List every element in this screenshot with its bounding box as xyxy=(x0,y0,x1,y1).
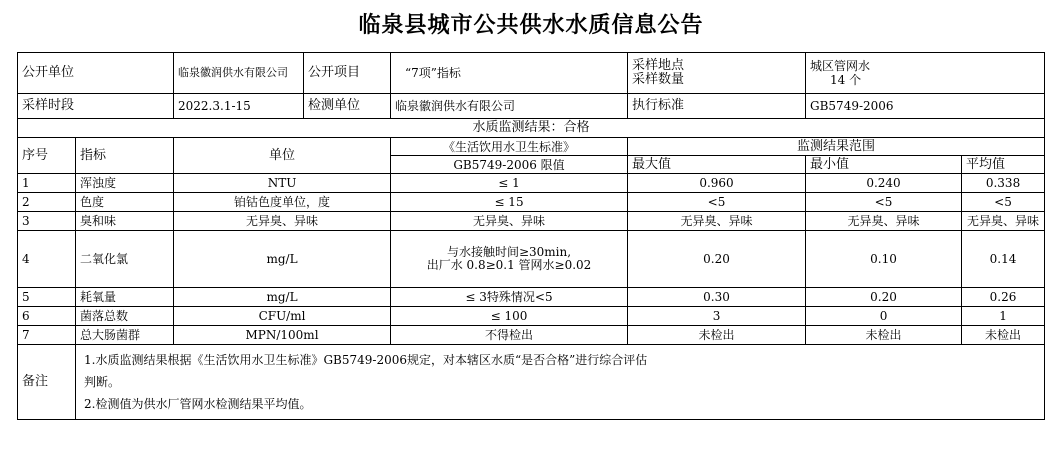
row-min: 未检出 xyxy=(806,326,962,345)
row-min: 0 xyxy=(806,307,962,326)
col-indicator-header: 指标 xyxy=(76,138,174,174)
table-row xyxy=(18,174,1045,193)
col-min-header: 最小值 xyxy=(806,156,962,174)
row-limit xyxy=(391,231,628,288)
row-indicator: 总大肠菌群 xyxy=(76,326,174,345)
row-unit: CFU/ml xyxy=(174,307,391,326)
row-seq: 2 xyxy=(18,193,76,212)
standard-value: GB5749-2006 xyxy=(806,94,1045,119)
row-min: 0.10 xyxy=(806,231,962,288)
row-avg: 1 xyxy=(962,307,1045,326)
row-unit: 无异臭、异味 xyxy=(174,212,391,231)
row-indicator: 菌落总数 xyxy=(76,307,174,326)
note-line-2: 判断。 xyxy=(84,375,121,389)
row-max: 未检出 xyxy=(628,326,806,345)
lab-label: 检测单位 xyxy=(304,94,391,119)
info-row-publisher xyxy=(18,53,1045,94)
water-quality-table xyxy=(17,52,1045,420)
item-value: “7项”指标 xyxy=(391,53,628,94)
quantity-value: 14 个 xyxy=(830,73,862,87)
row-avg: 0.26 xyxy=(962,288,1045,307)
row-limit: ≤ 100 xyxy=(391,307,628,326)
row-indicator: 耗氧量 xyxy=(76,288,174,307)
row-seq: 1 xyxy=(18,174,76,193)
period-label: 采样时段 xyxy=(18,94,174,119)
table-row xyxy=(18,193,1045,212)
row-seq: 5 xyxy=(18,288,76,307)
row-seq: 3 xyxy=(18,212,76,231)
publisher-label: 公开单位 xyxy=(18,53,174,94)
row-unit: mg/L xyxy=(174,288,391,307)
col-range-header: 监测结果范围 xyxy=(628,138,1045,156)
row-max: 0.960 xyxy=(628,174,806,193)
note-line-1: 1.水质监测结果根据《生活饮用水卫生标准》GB5749-2006规定，对本辖区水质“是否合格”进行综合评估 xyxy=(84,353,648,367)
col-avg-header: 平均值 xyxy=(962,156,1045,174)
col-max-header: 最大值 xyxy=(628,156,806,174)
col-limit-header-line1: 《生活饮用水卫生标准》 xyxy=(391,138,628,156)
row-avg: 0.14 xyxy=(962,231,1045,288)
row-limit: ≤ 3特殊情况<5 xyxy=(391,288,628,307)
publisher-value: 临泉徽润供水有限公司 xyxy=(174,53,304,94)
row-limit: ≤ 15 xyxy=(391,193,628,212)
col-limit-header-line2: GB5749-2006 限值 xyxy=(391,156,628,174)
col-unit-header: 单位 xyxy=(174,138,391,174)
location-label: 采样地点 xyxy=(632,58,685,73)
row-limit: 无异臭、异味 xyxy=(391,212,628,231)
row-max: 无异臭、异味 xyxy=(628,212,806,231)
row-avg: <5 xyxy=(962,193,1045,212)
row-indicator: 浑浊度 xyxy=(76,174,174,193)
table-row xyxy=(18,212,1045,231)
quantity-label: 采样数量 xyxy=(632,72,685,87)
header-row-1 xyxy=(18,138,1045,156)
table-row xyxy=(18,307,1045,326)
period-value: 2022.3.1-15 xyxy=(174,94,304,119)
table-row xyxy=(18,231,1045,288)
table-row xyxy=(18,288,1045,307)
row-max: <5 xyxy=(628,193,806,212)
page-title: 临泉县城市公共供水水质信息公告 xyxy=(358,13,704,38)
row-avg: 无异臭、异味 xyxy=(962,212,1045,231)
row-unit: MPN/100ml xyxy=(174,326,391,345)
row-seq: 7 xyxy=(18,326,76,345)
location-value: 城区管网水 xyxy=(810,59,871,73)
table-row xyxy=(18,326,1045,345)
row-unit: NTU xyxy=(174,174,391,193)
location-quantity-labels xyxy=(628,53,806,94)
row-min: 0.20 xyxy=(806,288,962,307)
row-max: 0.20 xyxy=(628,231,806,288)
item-label: 公开项目 xyxy=(304,53,391,94)
row-limit-line2: 出厂水 0.8≥0.1 管网水≥0.02 xyxy=(426,258,592,272)
row-avg: 未检出 xyxy=(962,326,1045,345)
info-row-period xyxy=(18,94,1045,119)
col-seq-header: 序号 xyxy=(18,138,76,174)
result-summary-row xyxy=(18,119,1045,138)
row-max: 0.30 xyxy=(628,288,806,307)
location-quantity-values xyxy=(806,53,1045,94)
lab-value: 临泉徽润供水有限公司 xyxy=(391,94,628,119)
row-unit: 铂钴色度单位，度 xyxy=(174,193,391,212)
row-seq: 6 xyxy=(18,307,76,326)
row-indicator: 臭和味 xyxy=(76,212,174,231)
notes-label: 备注 xyxy=(18,345,76,420)
row-unit: mg/L xyxy=(174,231,391,288)
row-limit: 不得检出 xyxy=(391,326,628,345)
row-seq: 4 xyxy=(18,231,76,288)
row-min: <5 xyxy=(806,193,962,212)
row-indicator: 色度 xyxy=(76,193,174,212)
row-avg: 0.338 xyxy=(962,174,1045,193)
row-limit-line1: 与水接触时间≥30min, xyxy=(446,245,572,259)
result-summary: 水质监测结果：合格 xyxy=(18,119,1045,138)
row-min: 0.240 xyxy=(806,174,962,193)
notes-row xyxy=(18,345,1045,420)
standard-label: 执行标准 xyxy=(628,94,806,119)
notes-content xyxy=(76,345,1045,420)
row-limit: ≤ 1 xyxy=(391,174,628,193)
row-min: 无异臭、异味 xyxy=(806,212,962,231)
note-line-3: 2.检测值为供水厂管网水检测结果平均值。 xyxy=(84,397,312,411)
row-indicator: 二氧化氯 xyxy=(76,231,174,288)
row-max: 3 xyxy=(628,307,806,326)
